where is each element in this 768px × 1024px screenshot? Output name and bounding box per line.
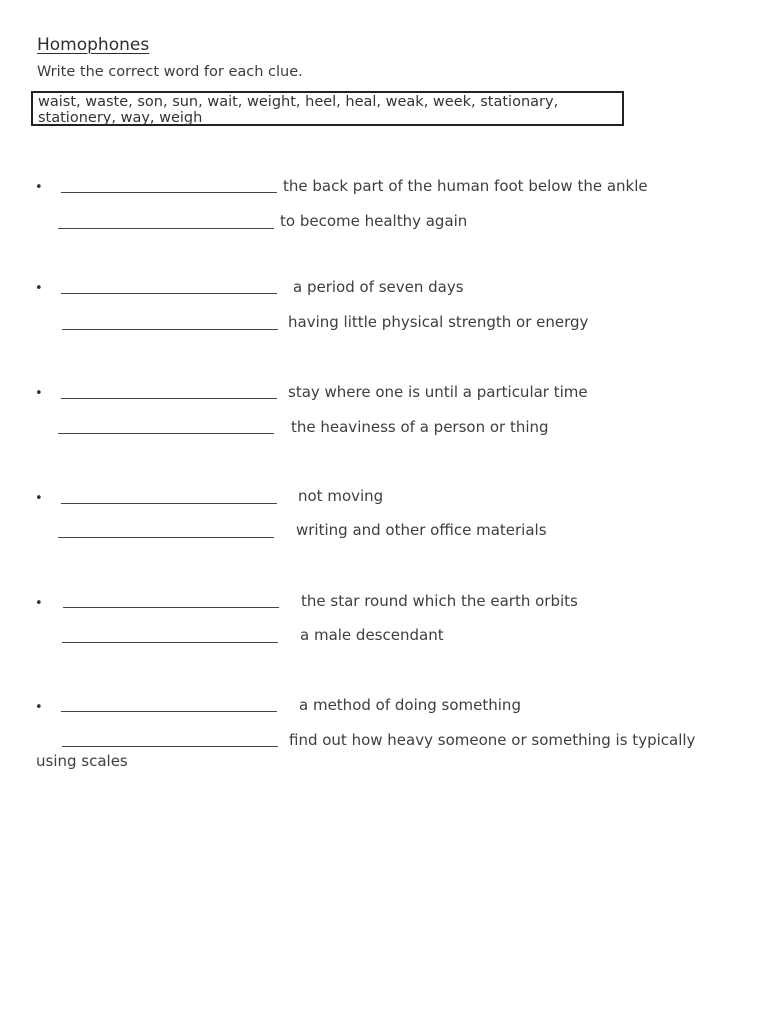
word-bank-line-2: stationery, way, weigh — [38, 110, 203, 126]
answer-blank[interactable] — [62, 329, 278, 330]
clue-text-continued: using scales — [36, 752, 128, 770]
bullet: • — [35, 386, 43, 401]
answer-blank[interactable] — [61, 711, 277, 712]
clue-text: to become healthy again — [280, 212, 468, 230]
answer-blank[interactable] — [61, 192, 277, 193]
bullet: • — [35, 700, 43, 715]
clue-text: a method of doing something — [299, 696, 521, 714]
answer-blank[interactable] — [62, 746, 278, 747]
clue-text: not moving — [298, 487, 384, 505]
clue-text: having little physical strength or energy — [288, 313, 589, 331]
clue-text: the star round which the earth orbits — [301, 592, 578, 610]
answer-blank[interactable] — [58, 228, 274, 229]
clue-text: stay where one is until a particular time — [288, 383, 588, 401]
bullet: • — [35, 281, 43, 296]
answer-blank[interactable] — [63, 607, 279, 608]
clue-text: a period of seven days — [293, 278, 464, 296]
clue-text: writing and other office materials — [296, 521, 547, 539]
answer-blank[interactable] — [61, 293, 277, 294]
bullet: • — [35, 180, 43, 195]
instructions: Write the correct word for each clue. — [37, 64, 303, 80]
clue-text: the heaviness of a person or thing — [291, 418, 549, 436]
clue-text: the back part of the human foot below the ankle — [283, 177, 648, 195]
answer-blank[interactable] — [58, 433, 274, 434]
worksheet-title: Homophones — [37, 35, 150, 55]
clue-text: a male descendant — [300, 626, 444, 644]
bullet: • — [35, 596, 43, 611]
answer-blank[interactable] — [61, 398, 277, 399]
clue-text: find out how heavy someone or something is typically — [289, 731, 696, 749]
answer-blank[interactable] — [58, 537, 274, 538]
word-bank-line-1: waist, waste, son, sun, wait, weight, heel, heal, weak, week, stationary, — [38, 94, 559, 110]
answer-blank[interactable] — [62, 642, 278, 643]
word-bank-box — [31, 91, 624, 126]
bullet: • — [35, 491, 43, 506]
answer-blank[interactable] — [61, 503, 277, 504]
